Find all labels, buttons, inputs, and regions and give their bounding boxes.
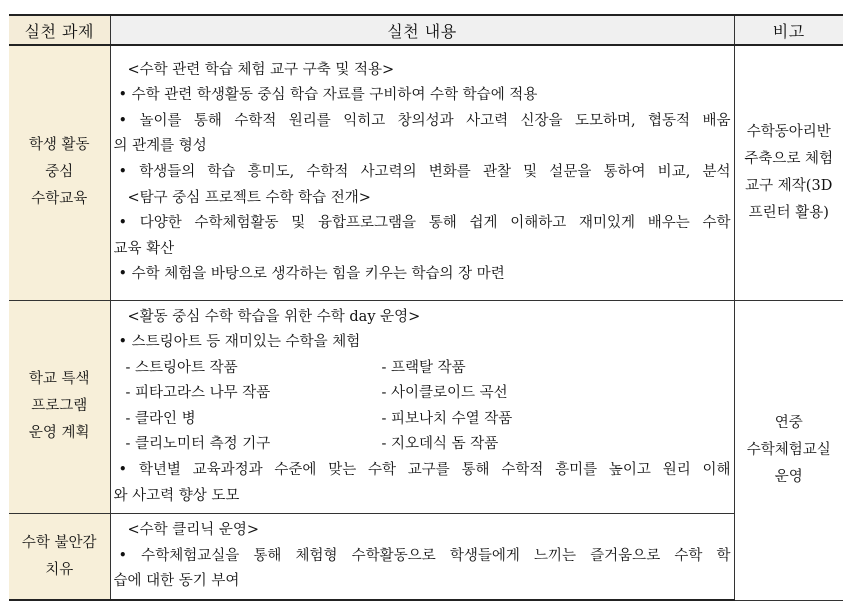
bullet-line: • 학생들의 학습 흥미도, 수학적 사고력의 변화를 관찰 및 설문을 통하여 비교, 분석: [118, 163, 731, 180]
example-pair: [114, 356, 731, 382]
note-line: 연중: [774, 414, 803, 431]
example-item: - 피타고라스 나무 작품: [125, 385, 271, 402]
section-title: <수학 클리닉 운영>: [127, 522, 260, 539]
practice-plan-table: [9, 14, 843, 601]
table-row: [9, 300, 843, 514]
task-label: 운영 계획: [28, 425, 90, 442]
section-title: <탐구 중심 프로젝트 수학 학습 전개>: [127, 189, 371, 206]
bullet-line: • 다양한 수학체험활동 및 융합프로그램을 통해 쉽게 이해하고 재미있게 배우는 수학: [118, 215, 731, 232]
task-label: 치유: [45, 561, 74, 578]
content-cell: [110, 300, 734, 514]
task-cell: [9, 300, 110, 514]
note-cell: [734, 300, 843, 600]
section-title: <수학 관련 학습 체험 교구 구축 및 적용>: [127, 61, 395, 78]
example-pair: [114, 407, 731, 433]
task-cell: [9, 45, 110, 300]
table-row: [9, 45, 843, 300]
example-item: - 사이클로이드 곡선: [381, 385, 508, 402]
table-header-row: [9, 15, 843, 45]
header-task: 실천 과제: [9, 15, 110, 45]
example-item: - 클리노미터 측정 기구: [125, 436, 271, 453]
continuation-line: 습에 대한 동기 부여: [113, 573, 240, 590]
header-content: 실천 내용: [110, 15, 734, 45]
note-line: 교구 제작(3D: [745, 177, 833, 194]
bullet-line: • 수학 체험을 바탕으로 생각하는 힘을 키우는 학습의 장 마련: [118, 266, 505, 283]
plan-table-wrapper: [9, 14, 843, 601]
bullet-line: • 스트링아트 등 재미있는 수학을 체험: [118, 334, 361, 351]
example-item: - 피보나치 수열 작품: [381, 410, 513, 427]
note-line: 주축으로 체험: [744, 150, 834, 167]
bullet-line: • 수학체험교실을 통해 체험형 수학활동으로 학생들에게 느끼는 즐거움으로 수학 학: [118, 547, 731, 564]
bullet-line: • 학년별 교육과정과 수준에 맞는 수학 교구를 통해 수학적 흥미를 높이고 원리 이해: [118, 462, 731, 479]
task-cell: [9, 514, 110, 600]
task-label: 학교 특색: [28, 371, 90, 388]
example-pair: [114, 432, 731, 458]
content-cell: [110, 45, 734, 300]
example-item: - 클라인 병: [125, 410, 196, 427]
note-line: 운영: [774, 468, 803, 485]
task-label: 수학 불안감: [21, 534, 97, 551]
note-cell: [734, 45, 843, 300]
example-item: - 프랙탈 작품: [381, 359, 466, 376]
example-item: - 지오데식 돔 작품: [381, 436, 499, 453]
section-title: <활동 중심 수학 학습을 위한 수학 day 운영>: [127, 308, 421, 325]
content-cell: [110, 514, 734, 600]
bullet-line: • 놀이를 통해 수학적 원리를 익히고 창의성과 사고력 신장을 도모하며, 협동적 배움: [118, 112, 731, 129]
note-line: 프린터 활용): [748, 204, 829, 221]
example-pair: [114, 381, 731, 407]
task-label: 프로그램: [31, 398, 88, 415]
task-label: 학생 활동: [28, 137, 90, 154]
continuation-line: 의 관계를 형성: [113, 138, 207, 155]
continuation-line: 교육 확산: [113, 240, 175, 257]
example-item: - 스트링아트 작품: [125, 359, 238, 376]
note-line: 수학동아리반: [746, 123, 831, 140]
task-label: 중심: [45, 164, 74, 181]
table-row: [9, 514, 843, 600]
header-note: 비고: [734, 15, 843, 45]
bullet-line: • 수학 관련 학생활동 중심 학습 자료를 구비하여 수학 학습에 적용: [118, 87, 538, 104]
note-line: 수학체험교실: [746, 441, 831, 458]
task-label: 수학교육: [31, 191, 88, 208]
continuation-line: 와 사고력 향상 도모: [113, 487, 240, 504]
